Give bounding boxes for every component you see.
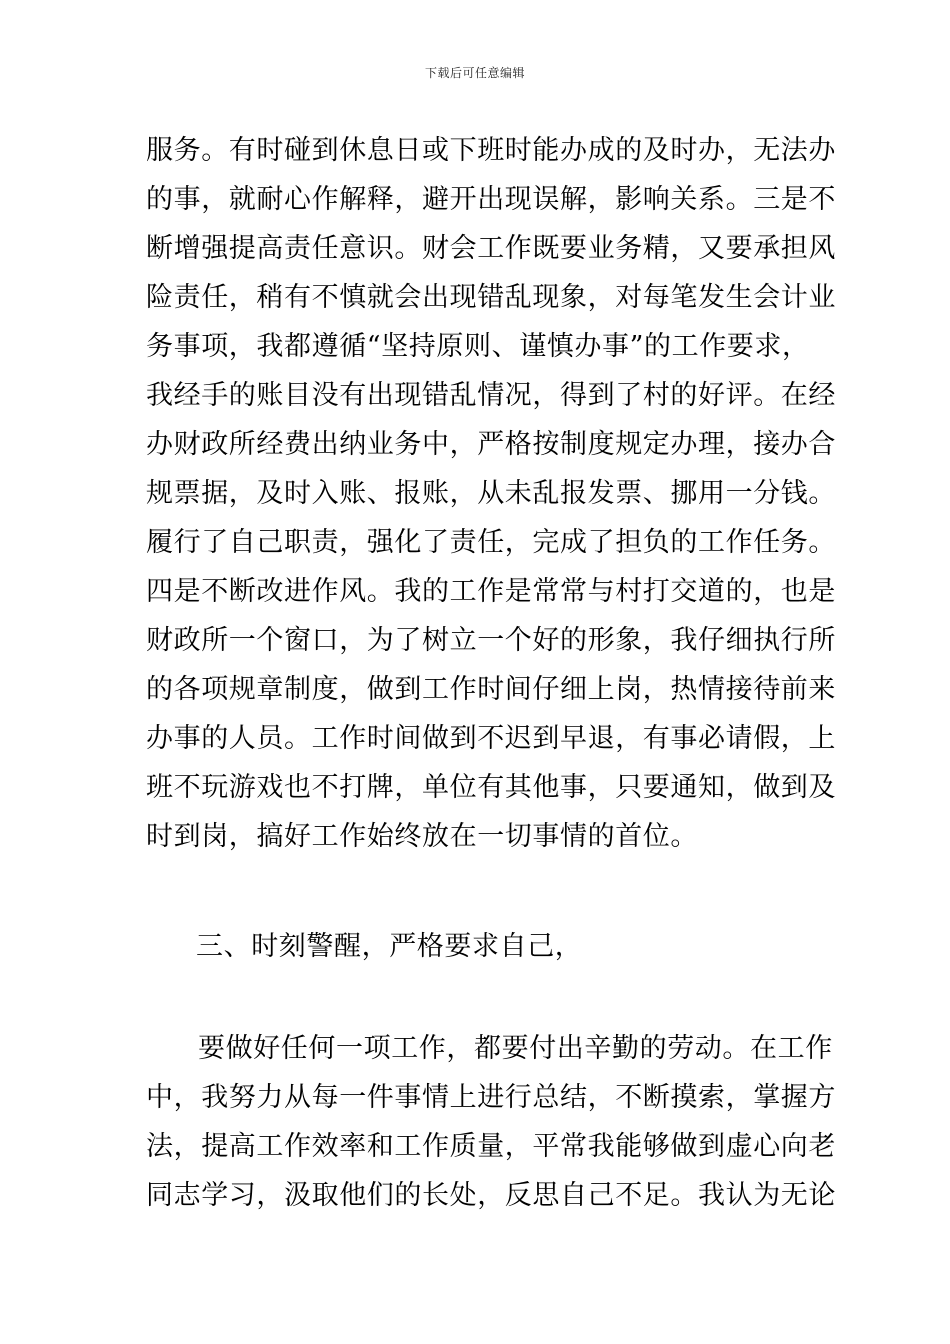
text-line: 的各项规章制度，做到工作时间仔细上岗，热情接待前来	[146, 674, 836, 705]
text-line: 要做好任何一项工作，都要付出辛勤的劳动。在工作	[198, 1033, 833, 1064]
text-line: 法，提高工作效率和工作质量，平常我能够做到虚心向老	[146, 1131, 836, 1162]
page-header: 下载后可任意编辑	[424, 66, 525, 80]
text-line: 时到岗，搞好工作始终放在一切事情的首位。	[146, 821, 698, 852]
paragraph-2	[146, 1024, 836, 1220]
text-line: 务事项，我都遵循“坚持原则、谨慎办事”的工作要求，	[146, 331, 810, 362]
text-line: 班不玩游戏也不打牌，单位有其他事，只要通知，做到及	[146, 772, 836, 803]
text-line: 办事的人员。工作时间做到不迟到早退，有事必请假，上	[146, 723, 836, 754]
section-heading	[196, 922, 876, 971]
text-line: 同志学习，汲取他们的长处，反思自己不足。我认为无论	[146, 1180, 836, 1211]
paragraph-1	[146, 126, 836, 861]
text-line: 中，我努力从每一件事情上进行总结，不断摸索，掌握方	[146, 1082, 836, 1113]
text-line: 险责任，稍有不慎就会出现错乱现象，对每笔发生会计业	[146, 282, 836, 313]
text-line: 断增强提高责任意识。财会工作既要业务精，又要承担风	[146, 233, 836, 264]
text-line: 的事，就耐心作解释，避开出现误解，影响关系。三是不	[146, 184, 836, 215]
text-line: 财政所一个窗口，为了树立一个好的形象，我仔细执行所	[146, 625, 836, 656]
text-line: 我经手的账目没有出现错乱情况，得到了村的好评。在经	[146, 380, 836, 411]
text-line: 四是不断改进作风。我的工作是常常与村打交道的，也是	[146, 576, 836, 607]
text-line: 服务。有时碰到休息日或下班时能办成的及时办，无法办	[146, 135, 836, 166]
text-line: 履行了自己职责，强化了责任，完成了担负的工作任务。	[146, 527, 836, 558]
section-heading-text: 三、时刻警醒，严格要求自己，	[196, 931, 583, 962]
text-line: 办财政所经费出纳业务中，严格按制度规定办理，接办合	[146, 429, 836, 460]
text-line: 规票据，及时入账、报账，从未乱报发票、挪用一分钱。	[146, 478, 836, 509]
